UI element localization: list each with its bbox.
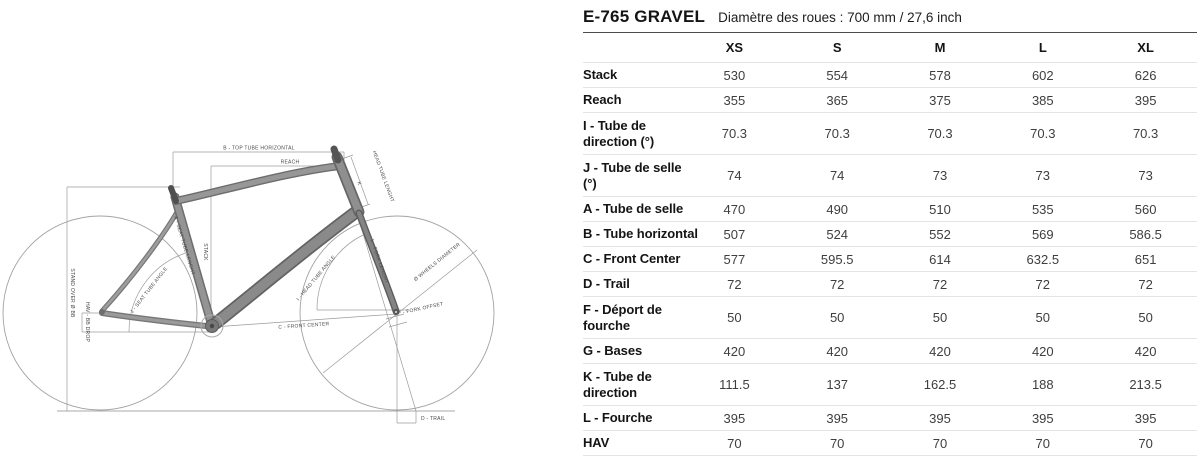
dim-label-wheels-diameter: Ø WHEELS DIAMETER (412, 241, 462, 283)
cell-value: 507 (723, 226, 746, 242)
row-label: A - Tube de selle (583, 201, 684, 216)
dim-label-head-tube-k: K (355, 180, 363, 187)
row-label: D - Trail (583, 276, 630, 291)
row-label: G - Bases (583, 343, 643, 358)
cell-value: 420 (1134, 343, 1157, 359)
dim-label-fork-length: L - FORK LENGHT (368, 238, 390, 285)
dim-label-top-tube-horizontal: B - TOP TUBE HORIZONTAL (223, 145, 295, 152)
cell-value: 355 (723, 92, 746, 108)
cell-value: 651 (1134, 251, 1157, 267)
table-row (583, 197, 1197, 222)
cell-value: 395 (1134, 92, 1157, 108)
dimension-lines (67, 152, 477, 423)
wheel-diameter-subtitle: Diamètre des roues : 700 mm / 27,6 inch (718, 10, 962, 25)
dim-label-reach: REACH (280, 159, 300, 166)
size-header-m: M (934, 40, 946, 55)
cell-value: 70 (1138, 435, 1153, 451)
dim-label-seat-tube-angle: J - SEAT TUBE ANGLE (129, 266, 170, 315)
cell-value: 70.3 (927, 126, 953, 141)
cell-value: 535 (1031, 201, 1054, 217)
cell-value: 72 (1035, 276, 1051, 292)
dim-label-seat-tube-length: A - SEAT TUBE LENGHT (172, 215, 196, 276)
dim-label-stack: STACK (202, 243, 208, 261)
dim-label-head-tube-angle: I - HEAD TUBE ANGLE (295, 254, 337, 303)
row-label: L - Fourche (583, 410, 653, 425)
cell-value: 490 (826, 201, 849, 217)
row-label: Stack (583, 67, 618, 82)
bike-geometry-diagram (0, 0, 583, 456)
size-header-row (583, 33, 1197, 63)
cell-value: 72 (1138, 276, 1153, 292)
cell-value: 420 (1031, 343, 1054, 359)
table-row (583, 364, 1197, 406)
cell-value: 50 (932, 310, 948, 325)
cell-value: 70.3 (824, 126, 850, 141)
table-row (583, 431, 1197, 456)
cell-value: 70.3 (1132, 126, 1159, 141)
table-row (583, 406, 1197, 431)
cell-value: 395 (1031, 410, 1054, 426)
cell-value: 365 (826, 92, 849, 108)
cell-value: 560 (1134, 201, 1157, 217)
table-row (583, 339, 1197, 364)
cell-value: 50 (727, 310, 742, 325)
size-header-xl: XL (1137, 40, 1154, 55)
cell-value: 577 (723, 251, 746, 267)
row-label: C - Front Center (583, 251, 681, 266)
cell-value: 632.5 (1026, 251, 1060, 267)
row-label: K - Tube de direction (583, 368, 652, 400)
cell-value: 73 (932, 168, 948, 183)
cell-value: 470 (723, 201, 746, 217)
cell-value: 73 (1138, 168, 1153, 183)
cell-value: 595.5 (820, 251, 854, 267)
cell-value: 420 (929, 343, 951, 359)
cell-value: 73 (1035, 168, 1051, 183)
dim-label-standover: STAND OVER Ø BB (69, 268, 75, 318)
table-row (583, 155, 1197, 197)
cell-value: 569 (1031, 226, 1054, 242)
dim-label-head-tube-length: HEAD TUBE LENGHT (370, 150, 396, 204)
cell-value: 510 (929, 201, 951, 217)
table-row (583, 88, 1197, 113)
cell-value: 111.5 (719, 377, 750, 392)
cell-value: 395 (929, 410, 951, 426)
size-header-s: S (832, 40, 842, 55)
row-label: I - Tube de direction (°) (583, 117, 655, 149)
dim-label-trail: D - TRAIL (421, 416, 446, 422)
table-row (583, 247, 1197, 272)
row-label: HAV (583, 435, 610, 450)
bike-frame (99, 149, 399, 337)
cell-value: 586.5 (1129, 226, 1162, 242)
cell-value: 70 (932, 435, 948, 451)
cell-value: 137 (826, 377, 849, 392)
row-label: B - Tube horizontal (583, 226, 698, 241)
cell-value: 578 (929, 67, 951, 83)
cell-value: 70.3 (721, 126, 748, 141)
cell-value: 626 (1134, 67, 1157, 83)
cell-value: 74 (727, 168, 742, 183)
cell-value: 395 (723, 410, 746, 426)
cell-value: 385 (1031, 92, 1054, 108)
table-row (583, 63, 1197, 88)
page-title: E-765 GRAVEL (583, 7, 706, 26)
geometry-panel (583, 0, 1197, 456)
cell-value: 74 (829, 168, 845, 183)
cell-value: 70 (1035, 435, 1051, 451)
cell-value: 375 (929, 92, 951, 108)
cell-value: 162.5 (923, 377, 957, 392)
dim-label-fork-offset: F - FORK OFFSET (397, 301, 445, 317)
dim-label-front-center: C - FRONT CENTER (278, 321, 330, 331)
cell-value: 530 (723, 67, 746, 83)
cell-value: 70 (829, 435, 845, 451)
row-label: Reach (583, 92, 622, 107)
table-row (583, 222, 1197, 247)
cell-value: 213.5 (1129, 377, 1162, 392)
cell-value: 524 (826, 226, 849, 242)
row-label: F - Déport de fourche (583, 301, 662, 333)
cell-value: 70 (727, 435, 742, 451)
table-row (583, 113, 1197, 155)
size-header-l: L (1038, 40, 1047, 55)
cell-value: 395 (826, 410, 849, 426)
cell-value: 552 (929, 226, 951, 242)
row-label: J - Tube de selle (°) (583, 159, 682, 191)
geometry-table (583, 63, 1197, 456)
cell-value: 70.3 (1030, 126, 1056, 141)
cell-value: 50 (829, 310, 845, 325)
cell-value: 614 (929, 251, 951, 267)
cell-value: 602 (1031, 67, 1054, 83)
panel-header (583, 0, 1197, 33)
table-row (583, 272, 1197, 297)
cell-value: 420 (723, 343, 746, 359)
cell-value: 188 (1031, 377, 1054, 392)
cell-value: 50 (1138, 310, 1153, 325)
size-header-xs: XS (725, 40, 744, 55)
cell-value: 50 (1035, 310, 1051, 325)
cell-value: 554 (826, 67, 849, 83)
cell-value: 420 (826, 343, 849, 359)
cell-value: 72 (727, 276, 742, 292)
cell-value: 395 (1134, 410, 1157, 426)
cell-value: 72 (932, 276, 948, 292)
table-row (583, 297, 1197, 339)
cell-value: 72 (829, 276, 845, 292)
dim-label-bb-drop: HAV - BB DROP (84, 301, 90, 343)
